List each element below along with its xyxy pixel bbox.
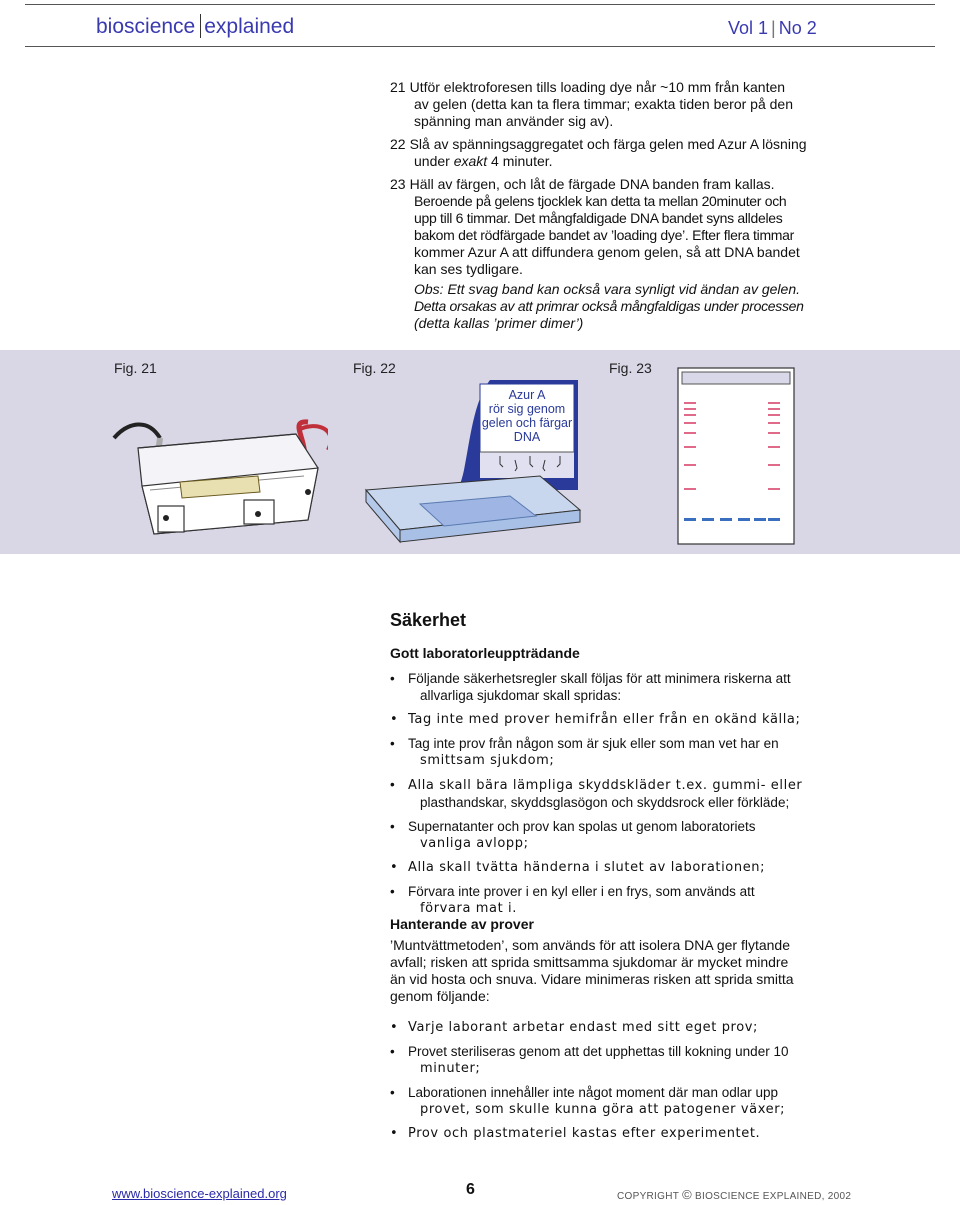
fig-22-label: Fig. 22 — [353, 360, 396, 376]
callout-line: Azur A — [508, 388, 546, 402]
list-item: • Prov och plastmateriel kastas efter experimentet. — [390, 1125, 830, 1142]
list-item: • Tag inte prov från någon som är sjuk eller som man vet har en smittsam sjukdom; — [390, 735, 830, 769]
footer-copyright: COPYRIGHT © BIOSCIENCE EXPLAINED, 2002 — [617, 1187, 852, 1202]
issue-label — [728, 18, 817, 39]
list-item: • Provet steriliseras genom att det upphettas till kokning under 10 minuter; — [390, 1043, 830, 1077]
step-text: under exakt 4 minuter. — [414, 153, 553, 169]
list-item: • Varje laborant arbetar endast med sitt eget prov; — [390, 1019, 830, 1036]
stained-gel-illustration — [676, 366, 796, 546]
issue-number: No 2 — [778, 18, 817, 38]
step-number: 22 — [390, 136, 406, 152]
list-item: • Alla skall bära lämpliga skyddskläder t.ex. gummi- eller plasthandskar, skyddsglasögon och skyddsrock eller förkläde; — [390, 776, 830, 811]
header-top-rule — [25, 4, 935, 5]
para-line: avfall; risken att sprida smittsamma sjukdomar är mycket mindre — [390, 954, 789, 970]
list-item: • Följande säkerhetsregler skall följas för att minimera riskerna att allvarliga sjukdomar skall spridas: — [390, 670, 830, 704]
para-line: än vid hosta och snuva. Vidare minimeras risken att sprida smitta — [390, 971, 794, 987]
obs-line: Detta orsakas av att primrar också mångfaldigas under processen — [414, 298, 804, 314]
header-bottom-rule — [25, 46, 935, 47]
callout-line: DNA — [513, 430, 541, 444]
step-number: 21 — [390, 79, 406, 95]
step-21 — [390, 79, 820, 130]
list-item: • Laborationen innehåller inte något moment där man odlar upp provet, som skulle kunna göra att patogener växer; — [390, 1084, 830, 1118]
obs-line: Obs: Ett svag band kan också vara synligt vid ändan av gelen. — [414, 281, 801, 297]
list-item: • Supernatanter och prov kan spolas ut genom laboratoriets vanliga avlopp; — [390, 818, 830, 852]
list-item: • Tag inte med prover hemifrån eller från en okänd källa; — [390, 711, 830, 728]
callout-text — [480, 388, 574, 444]
callout-line: gelen och färgar — [481, 416, 573, 430]
volume: Vol 1 — [728, 18, 769, 38]
gel-frame — [678, 368, 794, 544]
brand-separator — [200, 14, 201, 38]
step-22 — [390, 136, 820, 170]
step-text: Häll av färgen, och låt de färgade DNA banden fram kallas. — [409, 176, 775, 192]
page-number: 6 — [466, 1181, 475, 1198]
emphasis-exakt: exakt — [453, 153, 488, 169]
step-text: Utför elektroforesen tills loading dye når ~10 mm från kanten — [409, 79, 786, 95]
fig-23-label: Fig. 23 — [609, 360, 652, 376]
callout-line: rör sig genom — [488, 402, 566, 416]
step-text: Beroende på gelens tjocklek kan detta ta mellan 20minuter och — [414, 193, 787, 209]
brand-right: explained — [204, 15, 295, 38]
step-text: bakom det rödfärgade bandet av ’loading dye’. Efter flera timmar — [414, 227, 795, 243]
step-text: kommer Azur A att diffundera genom gelen, så att DNA bandet — [414, 244, 800, 260]
fig-21-label: Fig. 21 — [114, 360, 157, 376]
handling-paragraph — [390, 937, 822, 1005]
subsection-title-conduct: Gott laboratorleuppträdande — [390, 645, 580, 661]
step-23 — [390, 176, 820, 278]
footer-website-link[interactable]: www.bioscience-explained.org — [112, 1186, 287, 1201]
step-number: 23 — [390, 176, 406, 192]
safety-rules-list — [390, 670, 830, 924]
handling-rules-list — [390, 1019, 830, 1149]
step-text: kan ses tydligare. — [414, 261, 523, 277]
step-text: spänning man använder sig av). — [414, 113, 614, 129]
subsection-title-handling: Hanterande av prover — [390, 916, 534, 932]
list-item: • Alla skall tvätta händerna i slutet av laborationen; — [390, 859, 830, 876]
list-item: • Förvara inte prover i en kyl eller i en frys, som används att förvara mat i. — [390, 883, 830, 917]
obs-line: (detta kallas ’primer dimer’) — [414, 315, 584, 331]
electrophoresis-tank-illustration — [108, 410, 328, 540]
issue-separator: | — [771, 18, 776, 38]
black-lead — [114, 424, 160, 438]
procedure-steps — [390, 79, 820, 284]
step-text: av gelen (detta kan ta flera timmar; exakta tiden beror på den — [414, 96, 793, 112]
step-text: Slå av spänningsaggregatet och färga gelen med Azur A lösning — [409, 136, 807, 152]
brand-left: bioscience — [96, 15, 196, 38]
brand-logo — [96, 14, 294, 39]
observation-note — [414, 281, 820, 332]
para-line: ’Muntvättmetoden’, som används för att isolera DNA ger flytande — [390, 937, 790, 953]
para-line: genom följande: — [390, 988, 490, 1004]
figure-band — [0, 350, 960, 554]
step-text: upp till 6 timmar. Det mångfaldigade DNA bandet syns alldeles — [414, 210, 783, 226]
section-title-safety: Säkerhet — [390, 610, 467, 630]
